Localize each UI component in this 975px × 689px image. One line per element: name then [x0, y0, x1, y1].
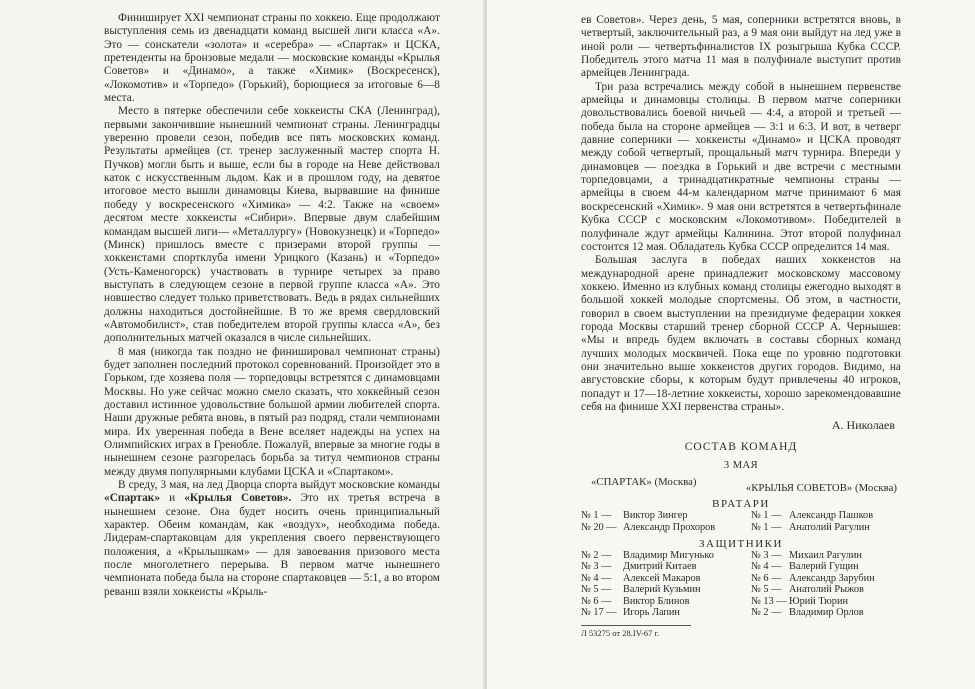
- lead-team2: «Крылья Советов».: [184, 492, 292, 505]
- list-item: [581, 561, 741, 573]
- player-name: Валерий Гущин: [789, 561, 859, 573]
- paragraph-may8: 8 мая (никогда так поздно не финишировал чемпионат страны) будет заполнен последний протокол соревнований. Произойдет это в Горьком, где хозяева поля — торпедовцы встретятся с динамовцами Москвы. Но уже сейчас можно смело сказать, что хоккейный сезон доставил истинное удовольствие большой армии любителей спорта. Наши дружные ребята вновь, в пятый раз подряд, стали чемпионами мира. Их уверенная победа в Вене вселяет надежды на успех на Олимпийских играх в Гренобле. Пожалуй, впервые за многие годы в нынешнем сезоне разгорелась борьба за титул чемпионов страны между двумя популярными клубами ЦСКА и «Спартаком».: [104, 345, 440, 478]
- player-number: № 2 —: [581, 549, 612, 561]
- list-item: [581, 607, 741, 619]
- player-number: № 20 —: [581, 521, 617, 533]
- player-name: Виктор Зингер: [623, 510, 688, 522]
- player-number: № 6 —: [581, 595, 612, 607]
- list-item: [581, 596, 741, 608]
- player-name: Алексей Макаров: [623, 572, 701, 584]
- player-name: Владимир Мигунько: [623, 549, 714, 561]
- player-name: Дмитрий Китаев: [623, 561, 697, 573]
- author-signature: А. Николаев: [831, 418, 895, 433]
- right-text-column: [581, 14, 901, 640]
- list-item: [751, 596, 901, 608]
- roster-date: 3 МАЯ: [723, 460, 759, 472]
- paragraph-merit: Большая заслуга в победах наших хоккеистов на международной арене принадлежит московскому массовому хоккею. Именно из клубных команд столицы ежегодно выходят в большой хоккей молодые спортсмены. Об этом, в частности, говорил в своем выступлении на президиуме федерации хоккея города Москвы старший тренер сборной СССР А. Чернышев: «Мы и впредь будем включать в составы сборных команд лучших молодых москвичей. Пока еще по уровню подготовки они значительно выше хоккеистов других городов. Видимо, на августовские сборы, к которым будут привлечены 40 игроков, попадут и 17—18-летние хоккеисты, хорошо зарекомендовавшие себя на финише XXI первенства страны».: [581, 254, 901, 413]
- player-name: Михаил Рагулин: [789, 549, 862, 561]
- list-item: [581, 522, 741, 534]
- list-item: [581, 573, 741, 585]
- team1-goalies: [581, 510, 741, 533]
- list-item: [751, 561, 901, 573]
- player-number: № 3 —: [751, 549, 782, 561]
- player-name: Виктор Блинов: [623, 595, 690, 607]
- lead-date: В среду, 3 мая,: [118, 479, 190, 492]
- left-text-column: [104, 12, 440, 599]
- player-number: № 4 —: [581, 572, 612, 584]
- player-number: № 3 —: [581, 561, 612, 573]
- list-item: [751, 607, 901, 619]
- player-number: № 5 —: [581, 584, 612, 596]
- team-names: [581, 476, 901, 494]
- defense-roster: [581, 550, 901, 640]
- player-number: № 2 —: [751, 607, 782, 619]
- list-item: [751, 510, 901, 522]
- player-name: Валерий Кузьмин: [623, 584, 701, 596]
- player-number: № 1 —: [751, 521, 782, 533]
- lead-and: и: [160, 492, 185, 505]
- player-number: № 1 —: [581, 510, 612, 522]
- player-name: Владимир Орлов: [789, 607, 864, 619]
- team2-goalies: [751, 510, 901, 533]
- left-page: [0, 0, 487, 689]
- list-item: [751, 584, 901, 596]
- paragraph-ska: Место в пятерке обеспечили себе хоккеисты СКА (Ленинград), первыми закончившие нынешний чемпионат страны. Ленинградцы уверенно провели сезон, победив все пять московских команд. Результаты армейцев (ст. тренер заслуженный мастер спорта Н. Пучков) могли быть и выше, если бы в городе на Неве действовал каток с искусственным льдом. Как и в прошлом году, на девятое итоговое место вышли динамовцы Киева, вырвавшие на финише победу у воскресенского «Химика» — 4:2. Также на «своем» десятом месте хоккеисты «Сибири». Впервые двум слабейшим командам высшей лиги— «Металлургу» (Новокузнецк) и «Торпедо» (Минск) пришлось вместе с призерами второй группы — хоккеистами спортклуба имени Урицкого (Казань) и «Торпедо» (Усть-Каменогорск) участвовать в турнире четырех за право выступать в следующем сезоне в первой группе класса «А». Это новшество следует только приветствовать. Ведь в рядах сильнейших должны находиться достойнейшие. В то же время свердловский «Автомобилист», став победителем второй группы класса «А», без дополнительных матчей оказался в числе сильнейших.: [104, 105, 440, 345]
- lead-rest: Это их третья встреча в нынешнем сезоне. Она будет носить очень принципиальный характер. Обеим командам, как «воздух», необходима победа. Лидерам-спартаковцам для укрепления своего первенствующего положения, а «Крылышкам» — для завоевания призового места после многолетнего перерыва. В первом матче нынешнего чемпионата победа была на стороне спартаковцев — 5:1, а во втором реванш взяли хоккеисты «Крыль-: [104, 492, 440, 598]
- player-number: № 13 —: [751, 595, 787, 607]
- defense-heading: ЗАЩИТНИКИ: [699, 537, 783, 550]
- right-page: [487, 0, 975, 689]
- list-item: [751, 573, 901, 585]
- player-number: № 5 —: [751, 584, 782, 596]
- player-name: Игорь Лапин: [623, 607, 680, 619]
- player-name: Юрий Тюрин: [789, 595, 848, 607]
- list-item: [581, 550, 741, 562]
- player-name: Анатолий Рыжов: [789, 584, 864, 596]
- list-item: [751, 522, 901, 534]
- player-name: Александр Прохоров: [623, 521, 716, 533]
- player-number: № 1 —: [751, 510, 782, 522]
- goalies-roster: [581, 510, 901, 533]
- player-number: № 4 —: [751, 561, 782, 573]
- player-name: Анатолий Рагулин: [789, 521, 870, 533]
- list-item: [581, 584, 741, 596]
- team2-name: «КРЫЛЬЯ СОВЕТОВ» (Москва): [745, 482, 897, 495]
- list-item: [751, 550, 901, 562]
- paragraph-may3: [104, 479, 440, 599]
- roster-heading: СОСТАВ КОМАНД: [684, 441, 798, 454]
- lead-team1: «Спартак»: [104, 492, 161, 505]
- paragraph-continuation: ев Советов». Через день, 5 мая, соперники встретятся вновь, в четвертый, заключительный раз, а 9 мая они выйдут на лед уже в иной роли — четвертьфиналистов IX розыгрыша Кубка СССР. Победитель этого матча 11 мая в полуфинале выступит против армейцев Ленинграда.: [581, 14, 901, 80]
- team1-name: «СПАРТАК» (Москва): [591, 476, 697, 489]
- player-number: № 6 —: [751, 572, 782, 584]
- player-number: № 17 —: [581, 607, 617, 619]
- team1-defense: [581, 550, 741, 640]
- player-name: Александр Зарубин: [789, 572, 875, 584]
- goalies-heading: ВРАТАРИ: [712, 498, 770, 511]
- team2-defense: [751, 550, 901, 640]
- paragraph-intro: Финиширует XXI чемпионат страны по хоккею. Еще продолжают выступления семь из двенадцати команд высшей лиги класса «А». Это — соискатели «золота» и «серебра» — «Спартак» и ЦСКА, претенденты на бронзовые медали — московские команды «Крылья Советов» и «Динамо», а также «Химик» (Воскресенск), «Локомотив» и «Торпедо» (Горький), борющиеся за итоговые 6—8 места.: [104, 12, 440, 105]
- lead-middle: на лед Дворца спорта выйдут московские команды: [189, 479, 440, 492]
- print-imprint: Л 53275 от 28.IV-67 г.: [581, 625, 691, 640]
- list-item: [581, 510, 741, 522]
- paragraph-army-dynamo: Три раза встречались между собой в нынешнем первенстве армейцы и динамовцы столицы. В первом матче соперники довольствовались боевой ничьей — 4:4, а второй и третьей — победа была на стороне армейцев — 3:1 и 6:3. И вот, в четверг давние соперники — хоккеисты «Динамо» и ЦСКА проводят между собой четвертый, прощальный матч турнира. Впереди у динамовцев — поездка в Горький и две встречи с местными торпедовцами, а тринадцатикратные чемпионы страны — армейцы в своем 44-м календарном матче принимают 6 мая воскресенский «Химик». 9 мая они встретятся в четвертьфинале Кубка СССР с московским «Локомотивом». Победителей в полуфинале ждут армейцы Калинина. Этот второй полуфинал состоится 12 мая. Обладатель Кубка СССР определится 14 мая.: [581, 80, 901, 253]
- player-name: Александр Пашков: [789, 510, 874, 522]
